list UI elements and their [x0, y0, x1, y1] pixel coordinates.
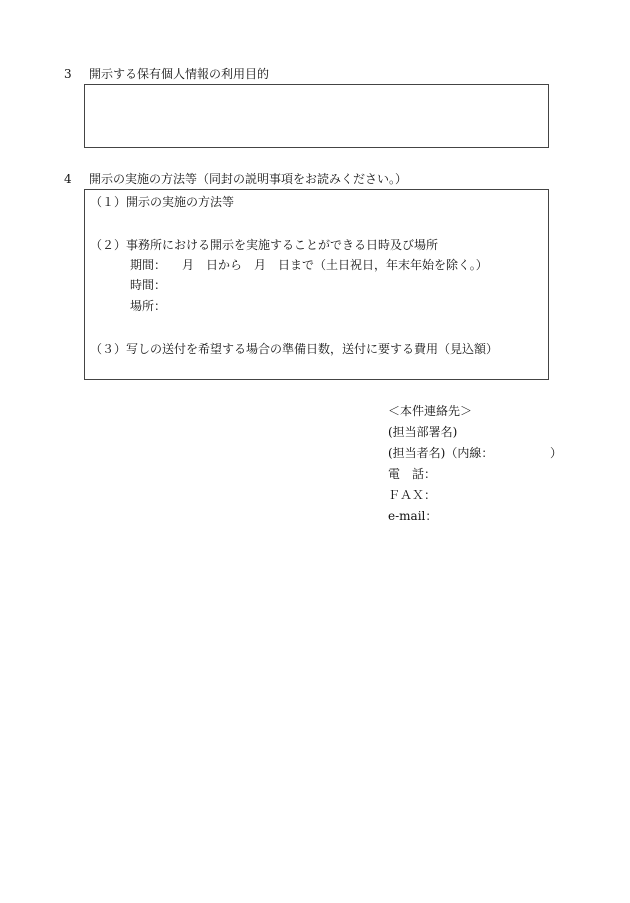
place-label: 場所： [130, 299, 167, 313]
section-4-number: 4 [64, 172, 72, 186]
purpose-box [84, 84, 549, 148]
contact-dept: (担当部署名) [388, 425, 458, 439]
method-item-3: （３）写しの送付を希望する場合の準備日数，送付に要する費用（見込額） [90, 342, 499, 356]
contact-header: ＜本件連絡先＞ [388, 404, 473, 418]
period-text: 月 日から 月 日まで（土日祝日，年末年始を除く。） [182, 258, 488, 272]
contact-phone: 電 話： [388, 467, 437, 481]
contact-fax: ＦＡＸ： [388, 488, 437, 502]
section-3-number: 3 [64, 67, 72, 81]
time-label: 時間： [130, 278, 167, 292]
method-item-2: （２）事務所における開示を実施することができる日時及び場所 [90, 238, 439, 252]
contact-person: (担当者名)（内線： [388, 446, 494, 460]
contact-person-close: ） [550, 446, 563, 460]
section-4-title: 開示の実施の方法等（同封の説明事項をお読みください。） [89, 172, 408, 186]
period-label: 期間： [130, 258, 167, 272]
method-item-1: （１）開示の実施の方法等 [90, 195, 235, 209]
section-3-title: 開示する保有個人情報の利用目的 [89, 67, 270, 81]
contact-email: e-mail： [388, 509, 438, 523]
